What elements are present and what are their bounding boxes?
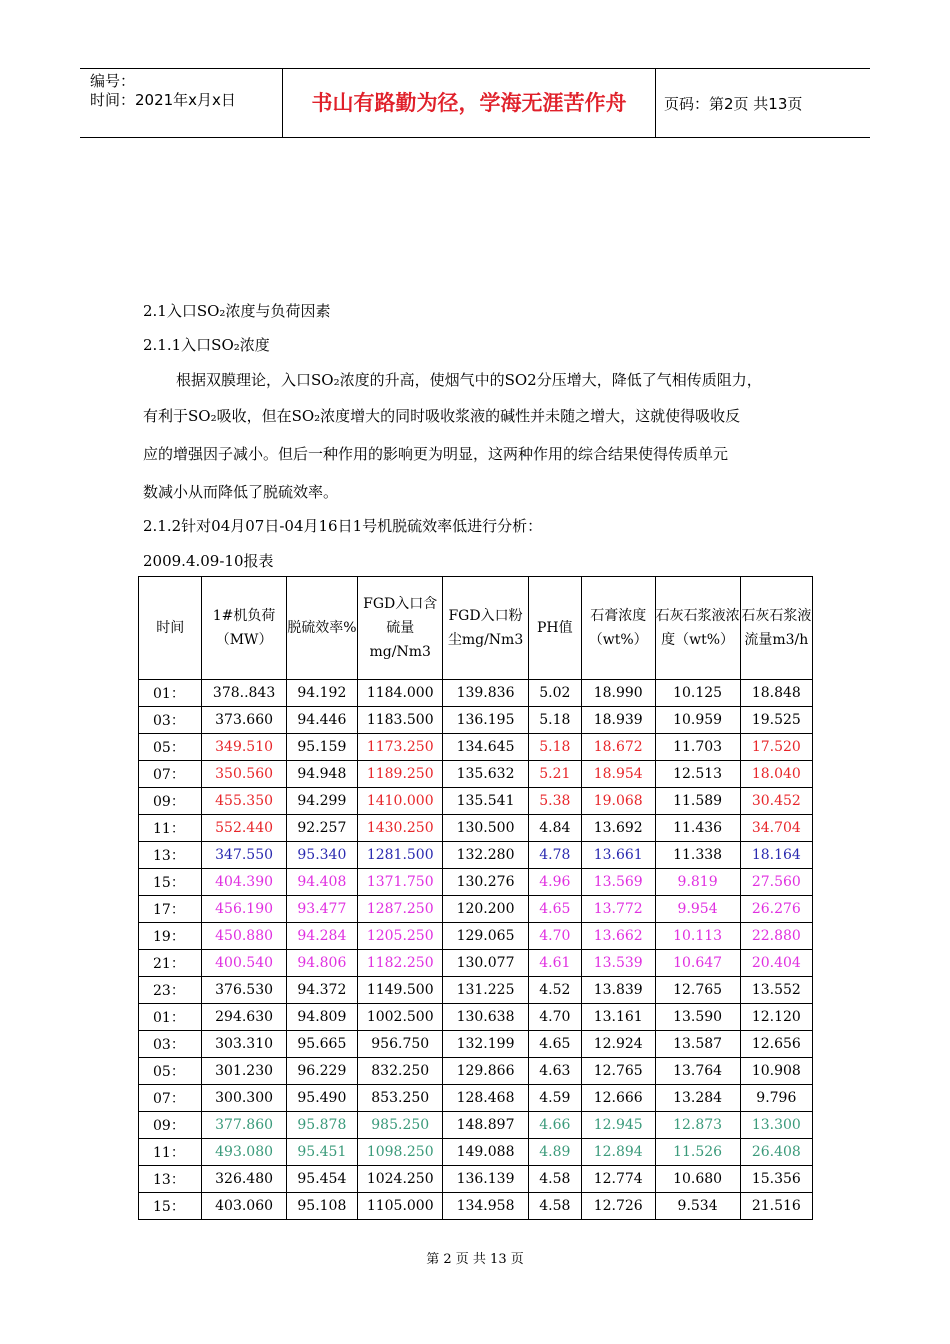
header-cell: FGD入口含硫量mg/Nm3 <box>358 577 443 680</box>
value-cell: 11.589 <box>655 788 740 815</box>
value-cell: 5.18 <box>528 707 581 734</box>
value-cell: 1183.500 <box>358 707 443 734</box>
time-cell: 09： <box>139 1112 202 1139</box>
value-cell: 12.924 <box>581 1031 655 1058</box>
value-cell: 326.480 <box>202 1166 286 1193</box>
time-cell: 23： <box>139 977 202 1004</box>
value-cell: 18.164 <box>740 842 812 869</box>
value-cell: 455.350 <box>202 788 286 815</box>
value-cell: 9.796 <box>740 1085 812 1112</box>
value-cell: 131.225 <box>443 977 528 1004</box>
time-cell: 13： <box>139 1166 202 1193</box>
value-cell: 135.541 <box>443 788 528 815</box>
table-row <box>139 869 813 896</box>
table-row <box>139 734 813 761</box>
body-text-line: 根据双膜理论，入口SO₂浓度的升高，使烟气中的SO2分压增大，降低了气相传质阻力， <box>176 371 762 389</box>
time-cell: 07： <box>139 761 202 788</box>
value-cell: 450.880 <box>202 923 286 950</box>
page-indicator: 页码：第2页 共13页 <box>664 95 803 113</box>
value-cell: 20.404 <box>740 950 812 977</box>
value-cell: 1410.000 <box>358 788 443 815</box>
time-cell: 03： <box>139 707 202 734</box>
header-cell: 石膏浓度（wt%） <box>581 577 655 680</box>
value-cell: 26.408 <box>740 1139 812 1166</box>
value-cell: 12.513 <box>655 761 740 788</box>
value-cell: 12.765 <box>655 977 740 1004</box>
value-cell: 1287.250 <box>358 896 443 923</box>
value-cell: 378..843 <box>202 680 286 707</box>
value-cell: 15.356 <box>740 1166 812 1193</box>
header-cell: 脱硫效率% <box>286 577 357 680</box>
value-cell: 376.530 <box>202 977 286 1004</box>
value-cell: 132.280 <box>443 842 528 869</box>
value-cell: 19.525 <box>740 707 812 734</box>
value-cell: 12.945 <box>581 1112 655 1139</box>
value-cell: 129.866 <box>443 1058 528 1085</box>
value-cell: 95.340 <box>286 842 357 869</box>
body-text-line: 有利于SO₂吸收，但在SO₂浓度增大的同时吸收浆液的碱性并未随之增大，这就使得吸收反 <box>143 407 741 425</box>
table-row <box>139 761 813 788</box>
value-cell: 30.452 <box>740 788 812 815</box>
table-row <box>139 842 813 869</box>
value-cell: 1149.500 <box>358 977 443 1004</box>
value-cell: 10.908 <box>740 1058 812 1085</box>
header-meta <box>80 69 282 137</box>
value-cell: 853.250 <box>358 1085 443 1112</box>
value-cell: 301.230 <box>202 1058 286 1085</box>
value-cell: 294.630 <box>202 1004 286 1031</box>
value-cell: 11.526 <box>655 1139 740 1166</box>
value-cell: 4.84 <box>528 815 581 842</box>
value-cell: 13.661 <box>581 842 655 869</box>
value-cell: 149.088 <box>443 1139 528 1166</box>
table-row <box>139 1193 813 1220</box>
value-cell: 10.113 <box>655 923 740 950</box>
header-cell: 时间 <box>139 577 202 680</box>
time-cell: 17： <box>139 896 202 923</box>
time-cell: 05： <box>139 1058 202 1085</box>
value-cell: 10.680 <box>655 1166 740 1193</box>
value-cell: 5.02 <box>528 680 581 707</box>
value-cell: 134.958 <box>443 1193 528 1220</box>
value-cell: 1182.250 <box>358 950 443 977</box>
value-cell: 134.645 <box>443 734 528 761</box>
value-cell: 956.750 <box>358 1031 443 1058</box>
table-row <box>139 1166 813 1193</box>
value-cell: 94.809 <box>286 1004 357 1031</box>
value-cell: 130.077 <box>443 950 528 977</box>
value-cell: 10.125 <box>655 680 740 707</box>
value-cell: 4.89 <box>528 1139 581 1166</box>
value-cell: 94.372 <box>286 977 357 1004</box>
value-cell: 34.704 <box>740 815 812 842</box>
time-cell: 05： <box>139 734 202 761</box>
value-cell: 148.897 <box>443 1112 528 1139</box>
table-row <box>139 923 813 950</box>
value-cell: 12.656 <box>740 1031 812 1058</box>
time-cell: 01： <box>139 1004 202 1031</box>
value-cell: 21.516 <box>740 1193 812 1220</box>
time-cell: 11： <box>139 815 202 842</box>
table-row <box>139 1031 813 1058</box>
motto: 书山有路勤为径，学海无涯苦作舟 <box>282 69 656 137</box>
value-cell: 1430.250 <box>358 815 443 842</box>
value-cell: 95.490 <box>286 1085 357 1112</box>
value-cell: 1105.000 <box>358 1193 443 1220</box>
value-cell: 1098.250 <box>358 1139 443 1166</box>
value-cell: 18.990 <box>581 680 655 707</box>
value-cell: 95.454 <box>286 1166 357 1193</box>
value-cell: 373.660 <box>202 707 286 734</box>
value-cell: 132.199 <box>443 1031 528 1058</box>
serial-label: 编号： <box>90 72 136 90</box>
value-cell: 130.638 <box>443 1004 528 1031</box>
value-cell: 130.276 <box>443 869 528 896</box>
value-cell: 22.880 <box>740 923 812 950</box>
header-cell: 石灰石浆液流量m3/h <box>740 577 812 680</box>
value-cell: 94.299 <box>286 788 357 815</box>
value-cell: 12.120 <box>740 1004 812 1031</box>
value-cell: 1189.250 <box>358 761 443 788</box>
value-cell: 4.65 <box>528 1031 581 1058</box>
time-cell: 07： <box>139 1085 202 1112</box>
table-row <box>139 1112 813 1139</box>
value-cell: 94.192 <box>286 680 357 707</box>
value-cell: 13.284 <box>655 1085 740 1112</box>
value-cell: 1173.250 <box>358 734 443 761</box>
value-cell: 12.726 <box>581 1193 655 1220</box>
table-row <box>139 680 813 707</box>
table-row <box>139 788 813 815</box>
value-cell: 1184.000 <box>358 680 443 707</box>
value-cell: 9.954 <box>655 896 740 923</box>
date-label: 时间：2021年x月x日 <box>90 91 236 109</box>
value-cell: 120.200 <box>443 896 528 923</box>
time-cell: 21： <box>139 950 202 977</box>
value-cell: 4.96 <box>528 869 581 896</box>
value-cell: 4.52 <box>528 977 581 1004</box>
value-cell: 4.66 <box>528 1112 581 1139</box>
value-cell: 13.839 <box>581 977 655 1004</box>
value-cell: 4.70 <box>528 1004 581 1031</box>
value-cell: 350.560 <box>202 761 286 788</box>
value-cell: 95.159 <box>286 734 357 761</box>
value-cell: 11.436 <box>655 815 740 842</box>
table-row <box>139 1139 813 1166</box>
table-row <box>139 1004 813 1031</box>
body-text-line: 数减小从而降低了脱硫效率。 <box>143 483 339 501</box>
value-cell: 5.18 <box>528 734 581 761</box>
value-cell: 26.276 <box>740 896 812 923</box>
value-cell: 135.632 <box>443 761 528 788</box>
value-cell: 12.666 <box>581 1085 655 1112</box>
time-cell: 09： <box>139 788 202 815</box>
value-cell: 11.338 <box>655 842 740 869</box>
value-cell: 12.774 <box>581 1166 655 1193</box>
value-cell: 349.510 <box>202 734 286 761</box>
value-cell: 13.569 <box>581 869 655 896</box>
value-cell: 13.590 <box>655 1004 740 1031</box>
section-heading: 2.1入口SO₂浓度与负荷因素 <box>143 302 331 320</box>
value-cell: 4.78 <box>528 842 581 869</box>
value-cell: 13.552 <box>740 977 812 1004</box>
value-cell: 136.139 <box>443 1166 528 1193</box>
value-cell: 1371.750 <box>358 869 443 896</box>
subsection-heading: 2.1.1入口SO₂浓度 <box>143 336 270 354</box>
value-cell: 27.560 <box>740 869 812 896</box>
time-cell: 11： <box>139 1139 202 1166</box>
page-footer: 第 2 页 共 13 页 <box>426 1252 524 1267</box>
value-cell: 128.468 <box>443 1085 528 1112</box>
value-cell: 94.806 <box>286 950 357 977</box>
value-cell: 403.060 <box>202 1193 286 1220</box>
value-cell: 832.250 <box>358 1058 443 1085</box>
time-cell: 13： <box>139 842 202 869</box>
value-cell: 19.068 <box>581 788 655 815</box>
value-cell: 985.250 <box>358 1112 443 1139</box>
value-cell: 400.540 <box>202 950 286 977</box>
value-cell: 95.451 <box>286 1139 357 1166</box>
value-cell: 13.161 <box>581 1004 655 1031</box>
value-cell: 139.836 <box>443 680 528 707</box>
value-cell: 11.703 <box>655 734 740 761</box>
value-cell: 18.848 <box>740 680 812 707</box>
value-cell: 4.63 <box>528 1058 581 1085</box>
table-row <box>139 815 813 842</box>
table-row <box>139 950 813 977</box>
value-cell: 10.647 <box>655 950 740 977</box>
header-cell: FGD入口粉尘mg/Nm3 <box>443 577 528 680</box>
value-cell: 13.764 <box>655 1058 740 1085</box>
time-cell: 01： <box>139 680 202 707</box>
time-cell: 19： <box>139 923 202 950</box>
value-cell: 18.040 <box>740 761 812 788</box>
value-cell: 347.550 <box>202 842 286 869</box>
time-cell: 15： <box>139 869 202 896</box>
time-cell: 03： <box>139 1031 202 1058</box>
value-cell: 4.58 <box>528 1193 581 1220</box>
table-row <box>139 1085 813 1112</box>
value-cell: 13.587 <box>655 1031 740 1058</box>
value-cell: 18.954 <box>581 761 655 788</box>
value-cell: 404.390 <box>202 869 286 896</box>
value-cell: 94.284 <box>286 923 357 950</box>
analysis-heading: 2.1.2针对04月07日-04月16日1号机脱硫效率低进行分析： <box>143 517 543 535</box>
value-cell: 13.539 <box>581 950 655 977</box>
value-cell: 4.61 <box>528 950 581 977</box>
value-cell: 456.190 <box>202 896 286 923</box>
value-cell: 94.446 <box>286 707 357 734</box>
value-cell: 13.300 <box>740 1112 812 1139</box>
value-cell: 12.873 <box>655 1112 740 1139</box>
time-cell: 15： <box>139 1193 202 1220</box>
value-cell: 1024.250 <box>358 1166 443 1193</box>
value-cell: 4.58 <box>528 1166 581 1193</box>
table-row <box>139 707 813 734</box>
value-cell: 12.765 <box>581 1058 655 1085</box>
value-cell: 5.38 <box>528 788 581 815</box>
value-cell: 1002.500 <box>358 1004 443 1031</box>
header-cell: 1#机负荷（MW） <box>202 577 286 680</box>
table-row <box>139 977 813 1004</box>
value-cell: 18.672 <box>581 734 655 761</box>
header-cell: PH值 <box>528 577 581 680</box>
value-cell: 4.70 <box>528 923 581 950</box>
body-text-line: 应的增强因子减小。但后一种作用的影响更为明显，这两种作用的综合结果使得传质单元 <box>143 445 729 463</box>
table-row <box>139 896 813 923</box>
value-cell: 4.59 <box>528 1085 581 1112</box>
value-cell: 300.300 <box>202 1085 286 1112</box>
value-cell: 493.080 <box>202 1139 286 1166</box>
value-cell: 92.257 <box>286 815 357 842</box>
report-title: 2009.4.09-10报表 <box>143 552 274 570</box>
table-body <box>139 680 813 1220</box>
value-cell: 1281.500 <box>358 842 443 869</box>
value-cell: 95.878 <box>286 1112 357 1139</box>
value-cell: 130.500 <box>443 815 528 842</box>
value-cell: 94.948 <box>286 761 357 788</box>
value-cell: 377.860 <box>202 1112 286 1139</box>
value-cell: 17.520 <box>740 734 812 761</box>
table-row <box>139 1058 813 1085</box>
value-cell: 93.477 <box>286 896 357 923</box>
value-cell: 5.21 <box>528 761 581 788</box>
value-cell: 4.65 <box>528 896 581 923</box>
value-cell: 94.408 <box>286 869 357 896</box>
header-cell: 石灰石浆液浓度（wt%） <box>655 577 740 680</box>
page-header <box>80 68 870 138</box>
value-cell: 10.959 <box>655 707 740 734</box>
value-cell: 12.894 <box>581 1139 655 1166</box>
value-cell: 95.665 <box>286 1031 357 1058</box>
value-cell: 95.108 <box>286 1193 357 1220</box>
value-cell: 13.692 <box>581 815 655 842</box>
value-cell: 1205.250 <box>358 923 443 950</box>
value-cell: 18.939 <box>581 707 655 734</box>
value-cell: 96.229 <box>286 1058 357 1085</box>
value-cell: 129.065 <box>443 923 528 950</box>
value-cell: 9.819 <box>655 869 740 896</box>
value-cell: 13.772 <box>581 896 655 923</box>
report-table <box>138 576 813 1220</box>
value-cell: 9.534 <box>655 1193 740 1220</box>
table-header-row <box>139 577 813 680</box>
value-cell: 136.195 <box>443 707 528 734</box>
value-cell: 13.662 <box>581 923 655 950</box>
value-cell: 303.310 <box>202 1031 286 1058</box>
value-cell: 552.440 <box>202 815 286 842</box>
